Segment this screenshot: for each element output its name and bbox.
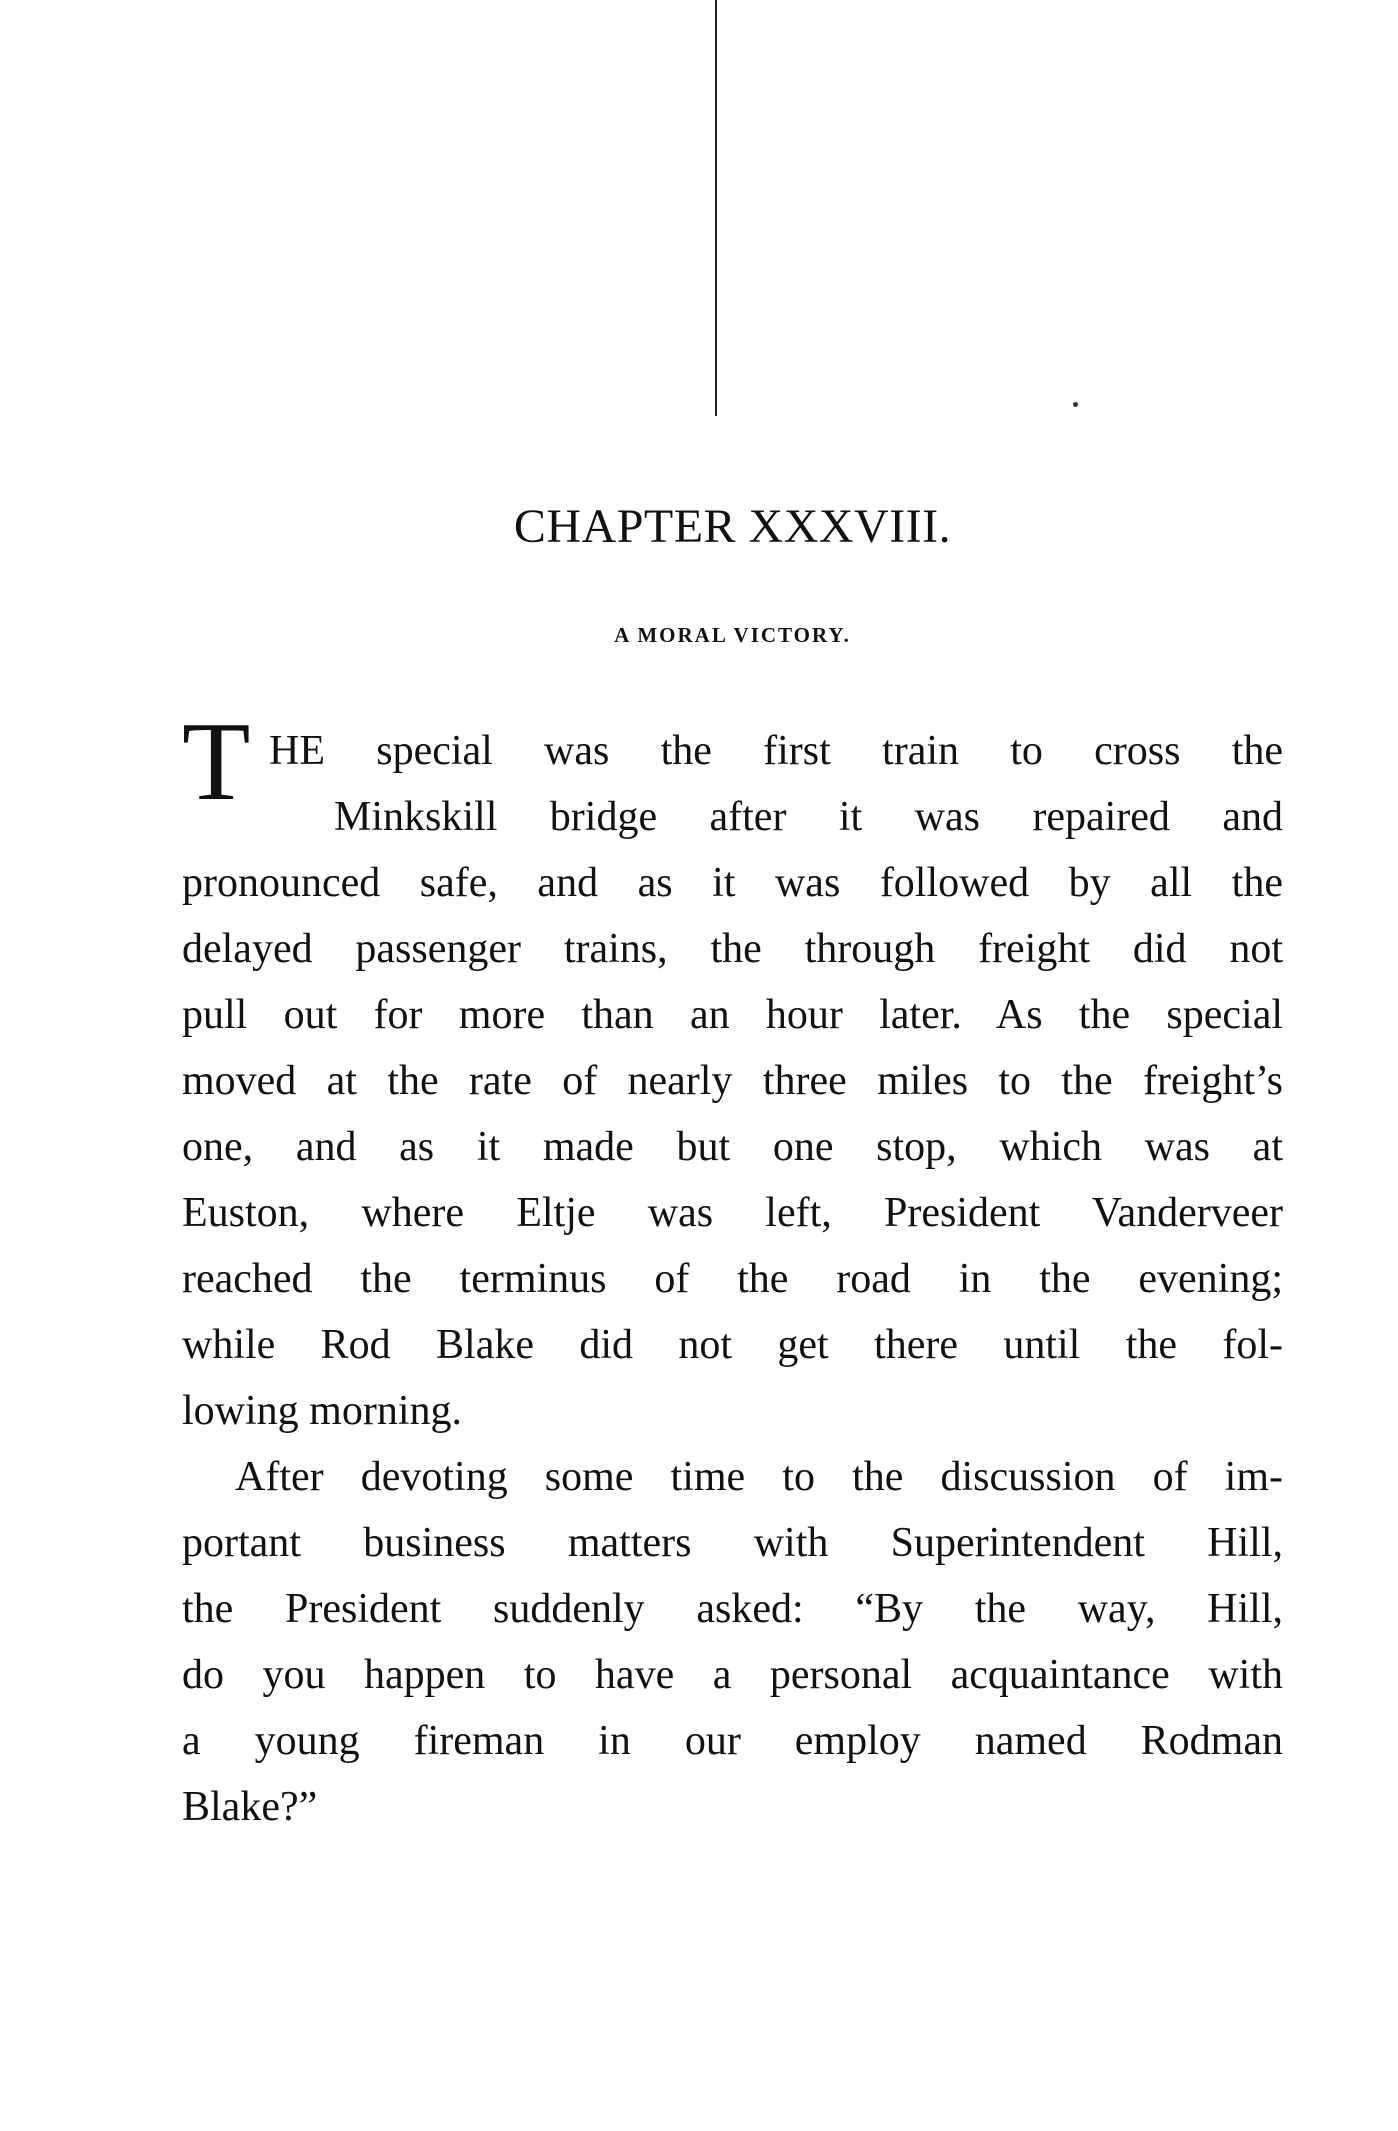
text-line: Euston, where Eltje was left, President Vanderveer (182, 1190, 1283, 1236)
gutter-rule (715, 0, 717, 416)
text-line: Blake?” (182, 1784, 318, 1830)
drop-cap: T (182, 700, 251, 824)
text-line: Minkskill bridge after it was repaired and (334, 794, 1283, 840)
text-line: do you happen to have a personal acquaintance with (182, 1652, 1283, 1698)
text-line: a young fireman in our employ named Rodman (182, 1718, 1283, 1764)
text-line: reached the terminus of the road in the evening; (182, 1256, 1283, 1302)
paragraph-1 (182, 718, 1283, 1444)
text-line: moved at the rate of nearly three miles to the freight’s (182, 1058, 1283, 1104)
text-line: delayed passenger trains, the through freight did not (182, 926, 1283, 972)
text-line: HE special was the first train to cross the (269, 728, 1283, 774)
text-line: pronounced safe, and as it was followed by all the (182, 860, 1283, 906)
text-line: lowing morning. (182, 1388, 462, 1434)
text-line: pull out for more than an hour later. As the special (182, 992, 1283, 1038)
ink-speck (1073, 402, 1078, 407)
chapter-body (182, 718, 1283, 1840)
chapter-heading: CHAPTER XXXVIII. (513, 500, 952, 553)
paragraph-2 (182, 1444, 1283, 1840)
text-line: portant business matters with Superintendent Hill, (182, 1520, 1283, 1566)
text-line: After devoting some time to the discussion of im- (235, 1454, 1283, 1500)
text-line: while Rod Blake did not get there until the fol- (182, 1322, 1283, 1368)
text-line: one, and as it made but one stop, which was at (182, 1124, 1283, 1170)
text-line: the President suddenly asked: “By the way, Hill, (182, 1586, 1283, 1632)
chapter-title: A MORAL VICTORY. (614, 623, 851, 647)
